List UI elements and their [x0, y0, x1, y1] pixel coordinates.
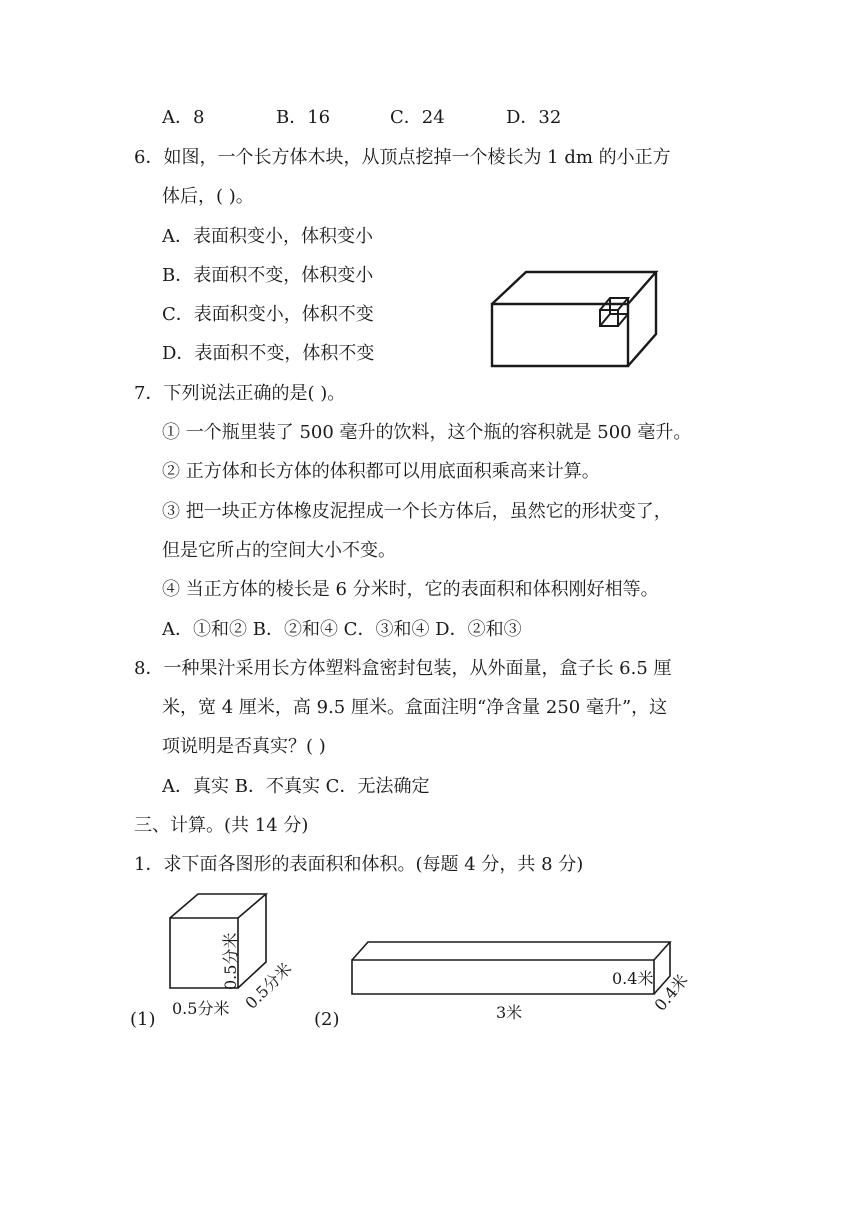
q6-stem-line2: 体后，( )。 [162, 186, 254, 207]
q8-options: A．真实 B．不真实 C．无法确定 [162, 776, 430, 797]
q5-option-c: C．24 [390, 107, 445, 128]
q5-option-a: A．8 [162, 107, 205, 128]
q8-stem-line1: 8．一种果汁采用长方体塑料盒密封包装，从外面量，盒子长 6.5 厘 [134, 658, 672, 679]
c1-fig2-length-label: 3米 [496, 1003, 523, 1022]
c1-fig1-depth-label: 0.5分米 [241, 958, 296, 1013]
c1-fig1-height-label: 0.5分米 [221, 932, 240, 990]
c1-stem: 1．求下面各图形的表面积和体积。(每题 4 分，共 8 分) [134, 854, 584, 875]
q6-stem-line1: 6．如图，一个长方体木块，从顶点挖掉一个棱长为 1 dm 的小正方 [134, 147, 671, 168]
q7-statement-3a: ③ 把一块正方体橡皮泥捏成一个长方体后，虽然它的形状变了， [162, 501, 672, 522]
q7-statement-2: ② 正方体和长方体的体积都可以用底面积乘高来计算。 [162, 461, 600, 482]
c1-fig2-depth-label: 0.4米 [650, 970, 692, 1015]
c1-fig1-front-label: 0.5分米 [172, 999, 230, 1018]
q6-cuboid-figure [488, 268, 662, 372]
q8-stem-line3: 项说明是否真实？( ) [162, 736, 326, 757]
q5-option-d: D．32 [506, 107, 562, 128]
q6-option-d: D．表面积不变，体积不变 [162, 343, 375, 364]
section3-title: 三、计算。(共 14 分) [134, 815, 309, 836]
c1-fig1-label: (1) [130, 1009, 156, 1030]
q6-option-b: B．表面积不变，体积变小 [162, 265, 374, 286]
q6-option-c: C．表面积变小，体积不变 [162, 304, 374, 325]
c1-fig2-cuboid [346, 932, 700, 1028]
c1-fig2-height-label: 0.4米 [612, 969, 654, 988]
c1-fig1-cube [160, 890, 310, 1022]
q7-stem: 7．下列说法正确的是( )。 [134, 383, 346, 404]
q7-statement-3b: 但是它所占的空间大小不变。 [162, 540, 396, 561]
q7-statement-1: ① 一个瓶里装了 500 毫升的饮料，这个瓶的容积就是 500 毫升。 [162, 422, 692, 443]
q8-stem-line2: 米，宽 4 厘米，高 9.5 厘米。盒面注明“净含量 250 毫升”，这 [162, 697, 668, 718]
q6-option-a: A．表面积变小，体积变小 [162, 226, 373, 247]
q7-statement-4: ④ 当正方体的棱长是 6 分米时，它的表面积和体积刚好相等。 [162, 579, 659, 600]
c1-fig2-label: (2) [314, 1009, 340, 1030]
q5-option-b: B．16 [276, 107, 331, 128]
q7-options: A．①和② B．②和④ C．③和④ D．②和③ [162, 619, 522, 640]
